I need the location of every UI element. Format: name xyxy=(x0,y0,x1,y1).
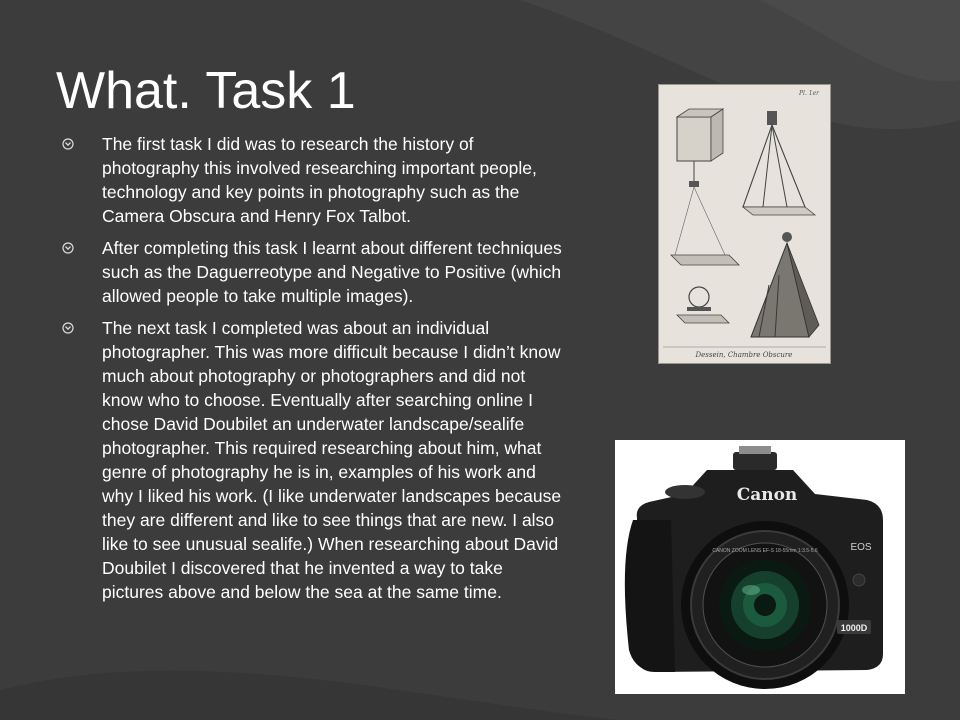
circled-arrow-icon xyxy=(62,138,74,150)
bullet-text-3: The next task I completed was about an individual photographer. This was more difficult because I didn’t know much about photography or photographers and did not know who to choose. Eventually after searching online I chose David Doubilet an underwater landscape/sealife photographer. This required researching about him, what genre of photography he is in, examples of his work and why I liked his work. (I like underwater landscapes because they are different and like to see things that are new. I also like to see unusual sealife.) When researching about David Doubilet I discovered that he invented a way to take pictures above and below the sea at the same time. xyxy=(102,318,562,602)
camera-drawing xyxy=(615,440,905,694)
bullet-item-3 xyxy=(62,316,562,604)
circled-arrow-icon xyxy=(62,322,74,334)
bullet-item-1 xyxy=(62,132,562,228)
slide-title: What. Task 1 xyxy=(56,62,356,120)
bullet-list xyxy=(62,132,562,612)
camera-series: EOS xyxy=(850,542,872,553)
camera-brand: Canon xyxy=(736,485,798,505)
circled-arrow-icon xyxy=(62,242,74,254)
plate-label: Pl. 1er xyxy=(799,90,820,97)
camera-model-badge: 1000D xyxy=(840,623,868,633)
engraving-caption: Dessein, Chambre Obscure xyxy=(695,351,793,359)
bullet-text-1: The first task I did was to research the history of photography this involved researching important people, technology and key points in photography such as the Camera Obscura and Henry Fox Talbot. xyxy=(102,134,537,226)
engraving-drawing xyxy=(659,85,830,363)
lens-text: CANON ZOOM LENS EF-S 18-55mm 1:3.5-5.6 xyxy=(712,548,818,554)
camera-obscura-engraving-image xyxy=(658,84,831,364)
canon-camera-image xyxy=(615,440,905,694)
bullet-text-2: After completing this task I learnt about different techniques such as the Daguerreotype and Negative to Positive (which allowed people to take multiple images). xyxy=(102,238,562,306)
bullet-item-2 xyxy=(62,236,562,308)
